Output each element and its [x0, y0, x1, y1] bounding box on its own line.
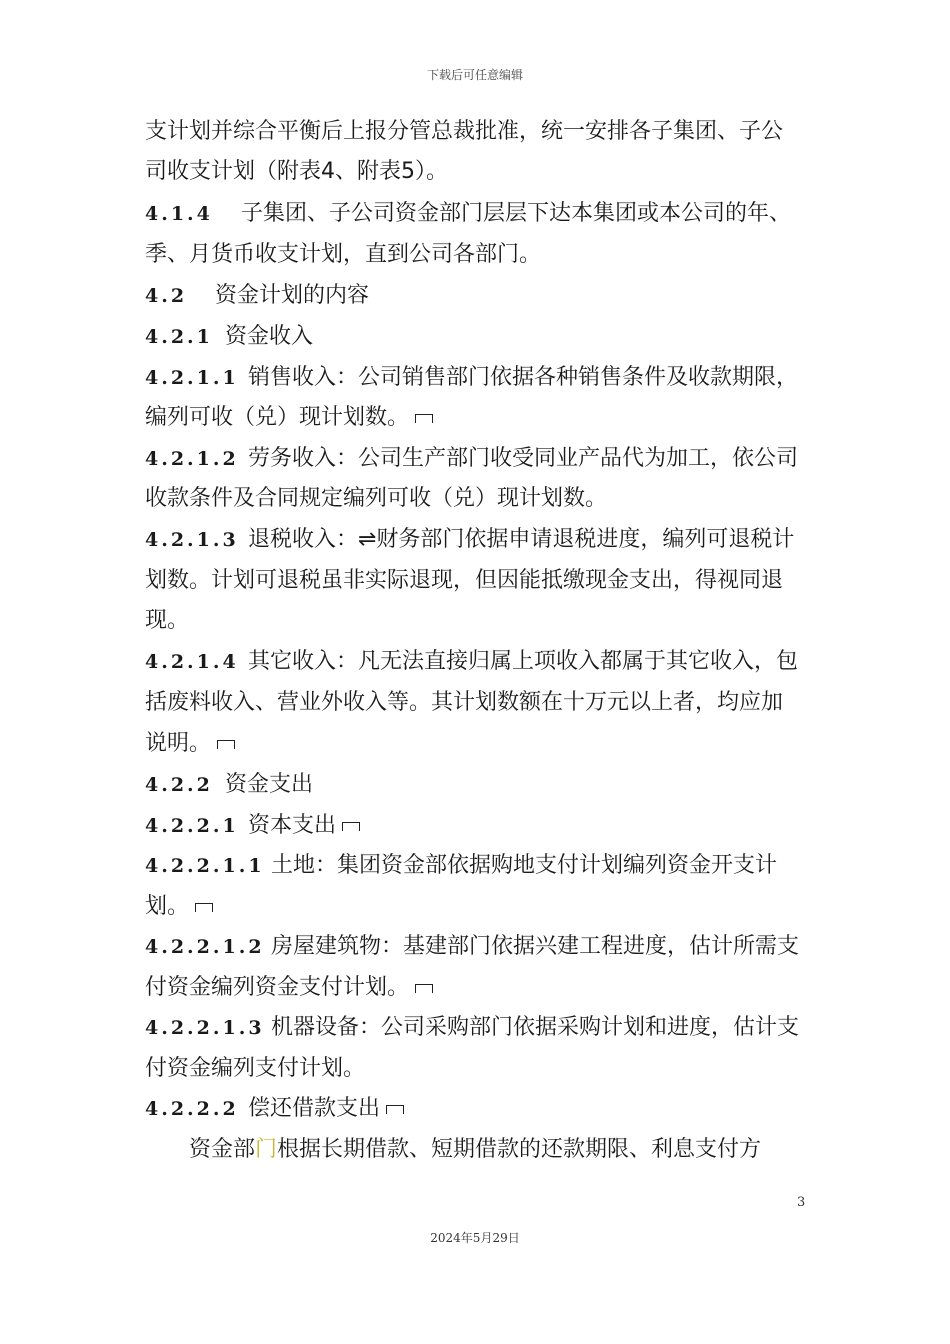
section-number: 4.2.1.3 — [145, 529, 239, 551]
line-text: 退税收入：⇌财务部门依据申请退税进度，编列可退税计 — [248, 527, 795, 552]
line-text: 付资金编列支付计划。 — [145, 1056, 366, 1081]
section-number: 4.2 — [145, 285, 188, 307]
page-header: 下载后可任意编辑 — [426, 68, 523, 82]
section-number: 4.1.4 — [145, 203, 213, 225]
section-heading — [145, 765, 313, 805]
paragraph-line — [145, 398, 435, 438]
line-text: 土地：集团资金部依据购地支付计划编列资金开支计 — [271, 853, 778, 878]
section-heading — [145, 317, 313, 357]
line-text: 资金收入 — [225, 324, 314, 349]
page-number: 3 — [797, 1195, 806, 1210]
line-text: 偿还借款支出 — [248, 1096, 381, 1121]
line-text: 资金计划的内容 — [215, 283, 370, 308]
paragraph-line — [145, 1049, 365, 1089]
line-text: 司收支计划（附表4、附表5）。 — [145, 159, 448, 184]
line-text: 销售收入：公司销售部门依据各种销售条件及收款期限， — [248, 365, 799, 390]
section-heading — [145, 520, 794, 560]
paragraph-mark-icon — [413, 984, 435, 996]
line-text: 季、月货币收支计划，直到公司各部门。 — [145, 242, 542, 267]
paragraph-mark-icon — [340, 822, 362, 834]
section-heading — [145, 358, 798, 398]
section-number: 4.2.2.2 — [145, 1098, 239, 1120]
section-number: 4.2.2.1.2 — [145, 936, 265, 958]
section-heading — [145, 806, 362, 846]
line-text: 划数。计划可退税虽非实际退现，但因能抵缴现金支出，得视同退 — [145, 568, 784, 593]
section-heading — [145, 927, 799, 967]
line-text: 资金支出 — [225, 772, 314, 797]
line-text: 房屋建筑物：基建部门依据兴建工程进度，估计所需支 — [271, 934, 800, 959]
paragraph-line — [145, 152, 448, 192]
line-text: 资金部 — [189, 1137, 256, 1162]
paragraph-line — [145, 112, 783, 152]
paragraph-mark-icon — [384, 1105, 406, 1117]
section-number: 4.2.2.1.3 — [145, 1017, 265, 1039]
paragraph-line — [145, 724, 237, 764]
paragraph-mark-icon — [215, 740, 237, 752]
line-text: 说明。 — [145, 731, 212, 756]
section-heading — [145, 1008, 799, 1048]
line-text: 括废料收入、营业外收入等。其计划数额在十万元以上者，均应加 — [145, 690, 784, 715]
section-heading — [145, 1089, 406, 1129]
section-number: 4.2.2.1.1 — [145, 855, 265, 877]
section-number: 4.2.1.2 — [145, 448, 239, 470]
paragraph-line — [145, 479, 607, 519]
paragraph-line — [145, 601, 189, 641]
line-text: 编列可收（兑）现计划数。 — [145, 405, 410, 430]
line-text: 其它收入：凡无法直接归属上项收入都属于其它收入，包 — [248, 649, 799, 674]
section-heading — [145, 194, 791, 234]
line-text: 支计划并综合平衡后上报分管总裁批准，统一安排各子集团、子公 — [145, 119, 784, 144]
highlighted-char: 门 — [255, 1137, 278, 1162]
line-text: 收款条件及合同规定编列可收（兑）现计划数。 — [145, 486, 608, 511]
section-number: 4.2.1.4 — [145, 651, 239, 673]
line-text: 划。 — [145, 894, 190, 919]
line-text: 根据长期借款、短期借款的还款期限、利息支付方 — [277, 1137, 762, 1162]
line-text: 子集团、子公司资金部门层层下达本集团或本公司的年、 — [241, 201, 792, 226]
paragraph-line — [145, 235, 541, 275]
page-footer-date: 2024年5月29日 — [430, 1231, 520, 1245]
section-number: 4.2.1 — [145, 326, 213, 348]
line-text: 现。 — [145, 608, 190, 633]
section-heading — [145, 846, 777, 886]
section-heading — [145, 642, 798, 682]
paragraph-line — [145, 561, 783, 601]
paragraph-line — [145, 968, 435, 1008]
paragraph-line — [145, 683, 783, 723]
line-text: 劳务收入：公司生产部门收受同业产品代为加工，依公司 — [248, 446, 799, 471]
section-number: 4.2.1.1 — [145, 367, 239, 389]
paragraph-line — [189, 1130, 761, 1170]
paragraph-mark-icon — [413, 414, 435, 426]
paragraph-mark-icon — [193, 903, 215, 915]
section-number: 4.2.2 — [145, 774, 213, 796]
line-text: 资本支出 — [248, 813, 337, 838]
line-text: 付资金编列资金支付计划。 — [145, 975, 410, 1000]
line-text: 机器设备：公司采购部门依据采购计划和进度，估计支 — [271, 1015, 800, 1040]
section-heading — [145, 276, 369, 316]
section-number: 4.2.2.1 — [145, 815, 239, 837]
section-heading — [145, 439, 798, 479]
paragraph-line — [145, 887, 215, 927]
